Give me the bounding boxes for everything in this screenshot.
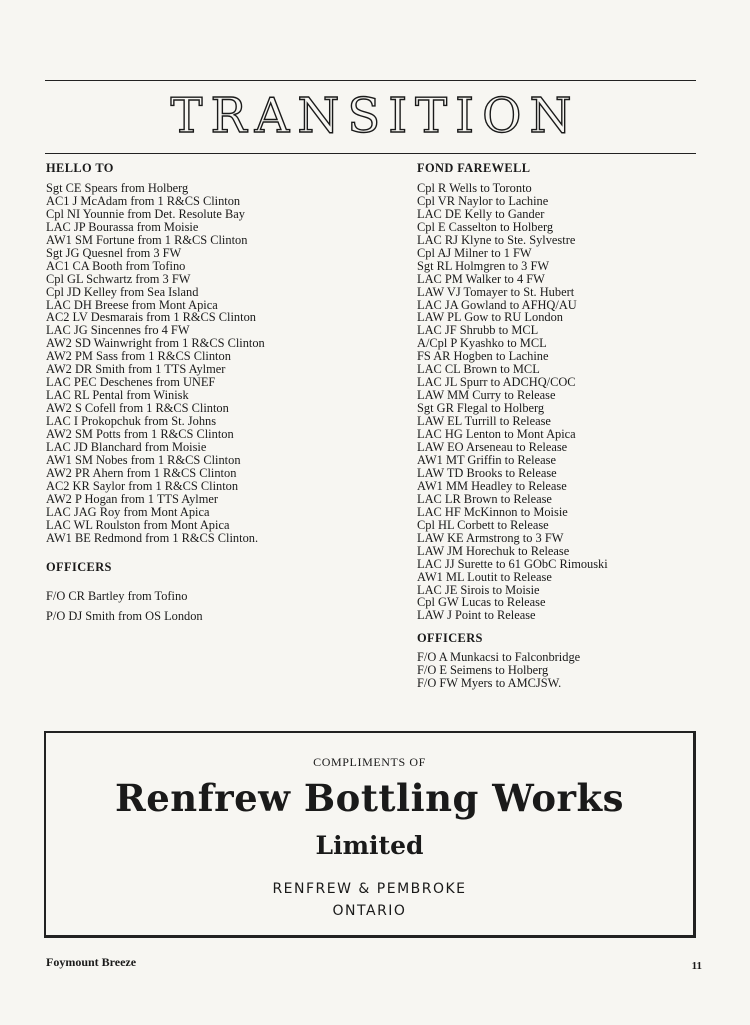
advertisement-box bbox=[44, 731, 696, 938]
ad-limited: Limited bbox=[315, 831, 424, 860]
hello-list-item: LAC JD Blanchard from Moisie bbox=[46, 440, 207, 455]
hello-list bbox=[46, 182, 265, 545]
page-number: 11 bbox=[691, 960, 702, 972]
farewell-list-item: LAW EO Arseneau to Release bbox=[417, 440, 568, 455]
farewell-officer-item: F/O E Seimens to Holberg bbox=[417, 663, 549, 678]
hello-list-item: AC2 LV Desmarais from 1 R&CS Clinton bbox=[46, 310, 256, 325]
title-underline bbox=[45, 153, 696, 154]
farewell-list-item: LAC CL Brown to MCL bbox=[417, 362, 540, 377]
hello-officer-item: P/O DJ Smith from OS London bbox=[46, 608, 203, 623]
hello-list-item: AC2 KR Saylor from 1 R&CS Clinton bbox=[46, 478, 239, 493]
hello-list-item: AW2 SM Potts from 1 R&CS Clinton bbox=[46, 427, 234, 442]
farewell-list-item: LAC HF McKinnon to Moisie bbox=[417, 504, 568, 519]
farewell-list-item: FS AR Hogben to Lachine bbox=[417, 349, 549, 364]
farewell-list-item: LAC RJ Klyne to Ste. Sylvestre bbox=[417, 232, 576, 247]
farewell-list-item: LAC JA Gowland to AFHQ/AU bbox=[417, 297, 577, 312]
ad-province: ONTARIO bbox=[332, 903, 407, 919]
hello-list-item: AW2 S Cofell from 1 R&CS Clinton bbox=[46, 401, 229, 416]
ad-compliments: COMPLIMENTS OF bbox=[313, 755, 426, 769]
hello-list-item: LAC PEC Deschenes from UNEF bbox=[46, 375, 216, 390]
hello-list-item: LAC DH Breese from Mont Apica bbox=[46, 297, 218, 312]
hello-list-item: AW2 SD Wainwright from 1 R&CS Clinton bbox=[46, 336, 265, 351]
hello-list-item: LAC WL Roulston from Mont Apica bbox=[46, 517, 230, 532]
farewell-list-item: Cpl GW Lucas to Release bbox=[417, 595, 546, 610]
ad-company-name: Renfrew Bottling Works bbox=[115, 776, 624, 820]
hello-list-item: AW1 SM Nobes from 1 R&CS Clinton bbox=[46, 452, 241, 467]
farewell-list-item: LAW PL Gow to RU London bbox=[417, 310, 563, 325]
farewell-list bbox=[417, 182, 608, 622]
farewell-list-item: LAC JF Shrubb to MCL bbox=[417, 323, 539, 338]
farewell-list-item: LAC JE Sirois to Moisie bbox=[417, 582, 540, 597]
farewell-list-item: AW1 ML Loutit to Release bbox=[417, 569, 552, 584]
footer-publication: Foymount Breeze bbox=[46, 955, 137, 969]
hello-officer-item: F/O CR Bartley from Tofino bbox=[46, 588, 188, 603]
farewell-list-item: Cpl VR Naylor to Lachine bbox=[417, 193, 549, 208]
hello-heading: HELLO TO bbox=[46, 161, 114, 175]
farewell-list-item: LAW KE Armstrong to 3 FW bbox=[417, 530, 564, 545]
hello-list-item: Cpl GL Schwartz from 3 FW bbox=[46, 271, 191, 286]
hello-column bbox=[46, 162, 265, 626]
hello-list-item: AW1 SM Fortune from 1 R&CS Clinton bbox=[46, 232, 248, 247]
page-title: TRANSITION bbox=[170, 88, 580, 144]
farewell-list-item: AW1 MT Griffin to Release bbox=[417, 452, 556, 467]
farewell-list-item: LAW EL Turrill to Release bbox=[417, 414, 551, 429]
farewell-list-item: Cpl HL Corbett to Release bbox=[417, 517, 549, 532]
farewell-list-item: LAW J Point to Release bbox=[417, 608, 536, 623]
farewell-list-item: LAC JJ Surette to 61 GObC Rimouski bbox=[417, 556, 608, 571]
farewell-heading: FOND FAREWELL bbox=[417, 161, 531, 175]
farewell-list-item: LAW VJ Tomayer to St. Hubert bbox=[417, 284, 575, 299]
farewell-list-item: Sgt GR Flegal to Holberg bbox=[417, 401, 545, 416]
hello-officers-heading: OFFICERS bbox=[46, 559, 112, 574]
hello-list-item: LAC JP Bourassa from Moisie bbox=[46, 219, 199, 234]
farewell-column bbox=[417, 162, 608, 690]
farewell-list-item: LAW MM Curry to Release bbox=[417, 388, 556, 403]
hello-list-item: Sgt JG Quesnel from 3 FW bbox=[46, 245, 182, 260]
hello-officers-list bbox=[46, 586, 265, 626]
hello-list-item: Cpl JD Kelley from Sea Island bbox=[46, 284, 199, 299]
farewell-list-item: A/Cpl P Kyashko to MCL bbox=[417, 336, 547, 351]
farewell-officers-list bbox=[417, 651, 608, 690]
farewell-list-item: LAC HG Lenton to Mont Apica bbox=[417, 427, 576, 442]
farewell-list-item: Cpl E Casselton to Holberg bbox=[417, 219, 554, 234]
hello-list-item: AC1 CA Booth from Tofino bbox=[46, 258, 186, 273]
farewell-list-item: LAW TD Brooks to Release bbox=[417, 465, 557, 480]
hello-list-item: AW2 PR Ahern from 1 R&CS Clinton bbox=[46, 465, 237, 480]
hello-list-item: AW2 DR Smith from 1 TTS Aylmer bbox=[46, 362, 226, 377]
hello-list-item: Cpl NI Younnie from Det. Resolute Bay bbox=[46, 206, 245, 221]
hello-list-item: AW1 BE Redmond from 1 R&CS Clinton. bbox=[46, 530, 259, 545]
top-rule bbox=[45, 80, 696, 81]
hello-list-item: LAC RL Pental from Winisk bbox=[46, 388, 189, 403]
hello-list-item: LAC I Prokopchuk from St. Johns bbox=[46, 414, 217, 429]
farewell-list-item: Cpl AJ Milner to 1 FW bbox=[417, 245, 532, 260]
farewell-list-item: AW1 MM Headley to Release bbox=[417, 478, 567, 493]
hello-list-item: LAC JG Sincennes fro 4 FW bbox=[46, 323, 190, 338]
ad-city: RENFREW & PEMBROKE bbox=[272, 881, 467, 897]
farewell-officer-item: F/O FW Myers to AMCJSW. bbox=[417, 676, 562, 691]
hello-list-item: Sgt CE Spears from Holberg bbox=[46, 180, 189, 195]
hello-list-item: AW2 PM Sass from 1 R&CS Clinton bbox=[46, 349, 231, 364]
farewell-officer-item: F/O A Munkacsi to Falconbridge bbox=[417, 650, 581, 665]
farewell-list-item: LAC JL Spurr to ADCHQ/COC bbox=[417, 375, 576, 390]
farewell-list-item: LAW JM Horechuk to Release bbox=[417, 543, 570, 558]
farewell-officers-heading: OFFICERS bbox=[417, 631, 483, 646]
farewell-list-item: LAC LR Brown to Release bbox=[417, 491, 552, 506]
farewell-list-item: Sgt RL Holmgren to 3 FW bbox=[417, 258, 550, 273]
farewell-list-item: LAC PM Walker to 4 FW bbox=[417, 271, 545, 286]
hello-list-item: LAC JAG Roy from Mont Apica bbox=[46, 504, 210, 519]
farewell-list-item: Cpl R Wells to Toronto bbox=[417, 180, 532, 195]
hello-list-item: AW2 P Hogan from 1 TTS Aylmer bbox=[46, 491, 219, 506]
farewell-list-item: LAC DE Kelly to Gander bbox=[417, 206, 545, 221]
hello-list-item: AC1 J McAdam from 1 R&CS Clinton bbox=[46, 193, 241, 208]
